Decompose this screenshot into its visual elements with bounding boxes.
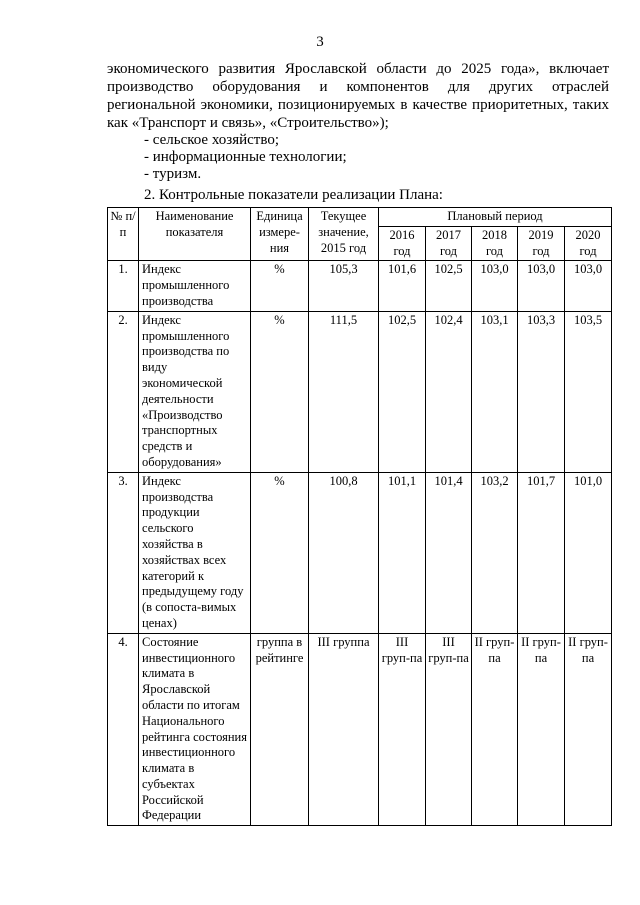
row-num: 4.: [108, 633, 139, 826]
intro-line: региональной экономики, позиционируемых в качестве приоритетных, таких: [107, 97, 609, 113]
header-year: 2018 год: [472, 226, 518, 261]
row-value: II груп-па: [518, 633, 565, 826]
row-value: 102,4: [426, 311, 472, 472]
row-current: III группа: [309, 633, 379, 826]
row-unit: %: [251, 472, 309, 633]
row-value: 102,5: [379, 311, 426, 472]
section-title: 2. Контрольные показатели реализации Плана:: [144, 187, 443, 203]
row-name: Индекс промышленного производства: [139, 261, 251, 311]
row-num: 1.: [108, 261, 139, 311]
header-unit: Единица измере-ния: [251, 208, 309, 261]
row-current: 111,5: [309, 311, 379, 472]
header-current: Текущее значение, 2015 год: [309, 208, 379, 261]
bullet-list: [144, 132, 347, 183]
row-unit: %: [251, 311, 309, 472]
table-row: [108, 472, 612, 633]
header-name: Наименование показателя: [139, 208, 251, 261]
row-value: 101,7: [518, 472, 565, 633]
row-num: 2.: [108, 311, 139, 472]
row-value: III груп-па: [379, 633, 426, 826]
row-current: 100,8: [309, 472, 379, 633]
row-value: 103,2: [472, 472, 518, 633]
intro-paragraph: [107, 60, 609, 132]
row-unit: %: [251, 261, 309, 311]
list-item: - сельское хозяйство;: [144, 132, 279, 148]
row-name: Состояние инвестиционного климата в Ярославской области по итогам Национального рейтинга состояния инвестиционного климата в субъектах Российской Федерации: [139, 633, 251, 826]
intro-line: экономического развития Ярославской области до 2025 года», включает: [107, 61, 609, 77]
row-value: 101,6: [379, 261, 426, 311]
row-num: 3.: [108, 472, 139, 633]
row-value: III груп-па: [426, 633, 472, 826]
page-number: 3: [316, 34, 324, 50]
intro-line: производство оборудования и компонентов для других отраслей: [107, 79, 609, 95]
row-value: II груп-па: [472, 633, 518, 826]
header-year: 2019 год: [518, 226, 565, 261]
row-value: 103,3: [518, 311, 565, 472]
row-value: 103,0: [472, 261, 518, 311]
row-value: II груп-па: [565, 633, 612, 826]
row-value: 101,1: [379, 472, 426, 633]
table-header-row: [108, 208, 612, 227]
table-row: [108, 261, 612, 311]
list-item: - туризм.: [144, 166, 202, 182]
header-year: 2016 год: [379, 226, 426, 261]
row-value: 101,4: [426, 472, 472, 633]
row-current: 105,3: [309, 261, 379, 311]
table-row: [108, 311, 612, 472]
list-item: - информационные технологии;: [144, 149, 347, 165]
row-value: 103,0: [518, 261, 565, 311]
header-planned: Плановый период: [379, 208, 612, 227]
row-name: Индекс производства продукции сельского хозяйства в хозяйствах всех категорий к предыдущему году (в сопоста-вимых ценах): [139, 472, 251, 633]
intro-line: как «Транспорт и связь», «Строительство»);: [107, 115, 389, 131]
row-value: 102,5: [426, 261, 472, 311]
row-value: 103,0: [565, 261, 612, 311]
table-row: [108, 633, 612, 826]
header-year: 2017 год: [426, 226, 472, 261]
row-unit: группа в рейтинге: [251, 633, 309, 826]
row-name: Индекс промышленного производства по виду экономической деятельности «Производство транспортных средств и оборудования»: [139, 311, 251, 472]
header-year: 2020 год: [565, 226, 612, 261]
row-value: 101,0: [565, 472, 612, 633]
kpi-table: [107, 207, 612, 826]
header-num: № п/п: [108, 208, 139, 261]
row-value: 103,5: [565, 311, 612, 472]
row-value: 103,1: [472, 311, 518, 472]
